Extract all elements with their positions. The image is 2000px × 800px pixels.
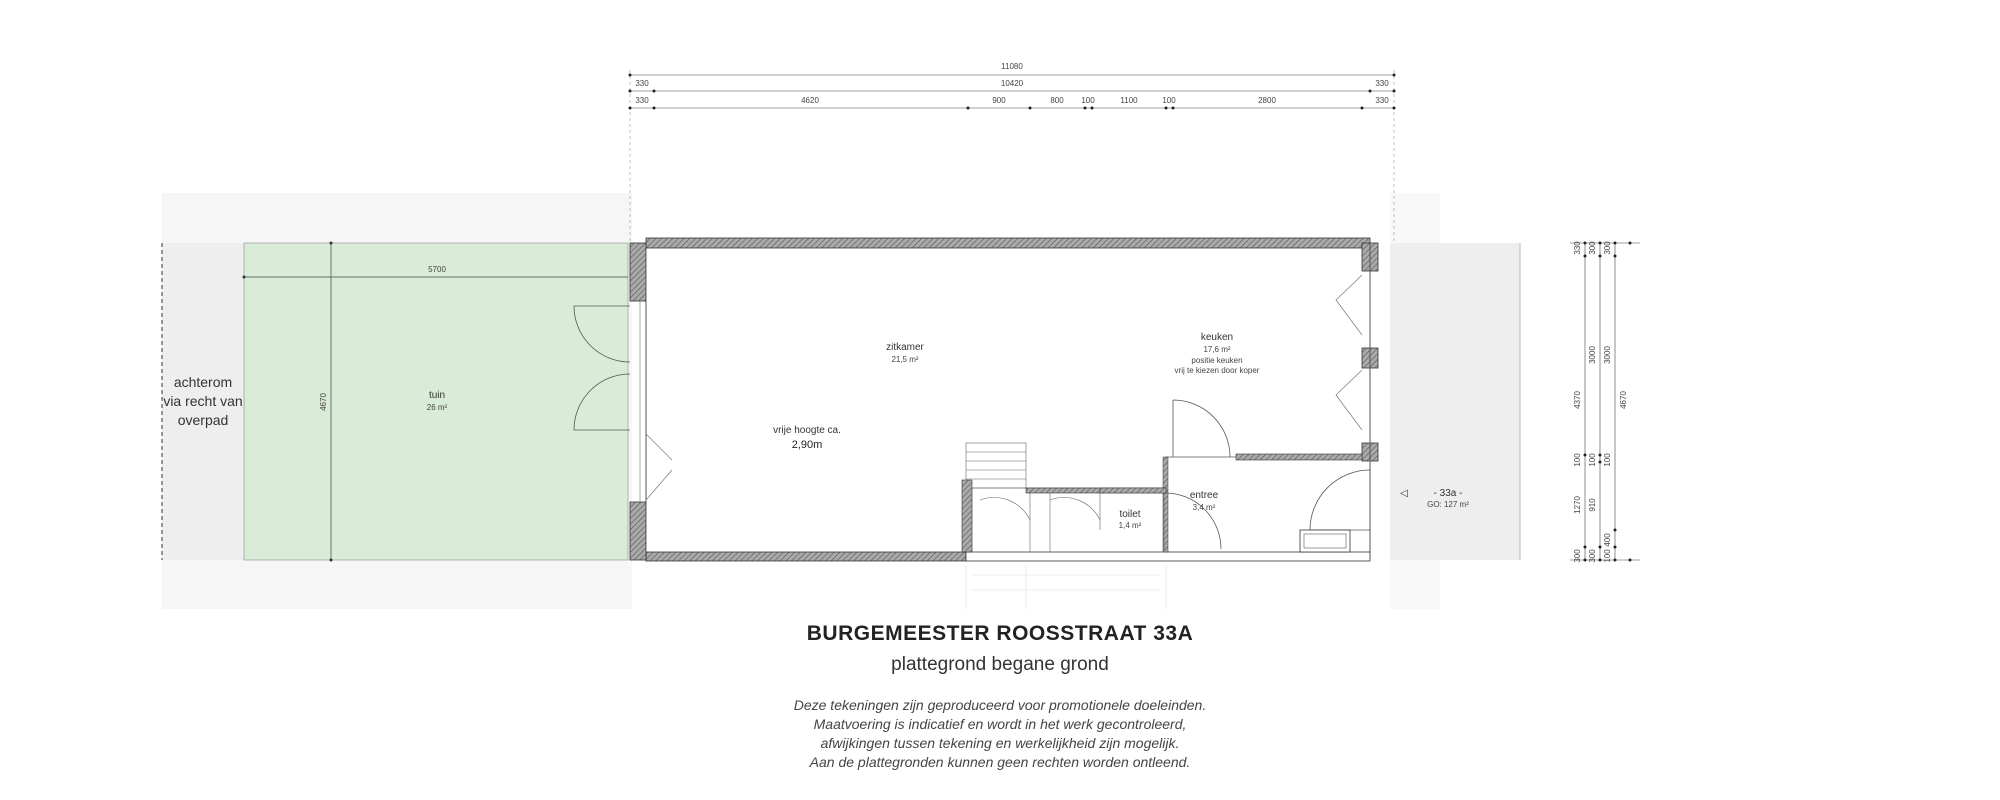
dim-row2-middle: 10420	[1000, 79, 1024, 88]
dim-row3-item: 330	[1375, 96, 1389, 105]
garden-dim-tick	[243, 276, 246, 279]
dim-row3-item: 100	[1081, 96, 1095, 105]
dim-right-middle: 300	[1588, 241, 1597, 255]
neighbor-label: - 33a -	[1433, 488, 1463, 499]
dim-right-outer: 330	[1573, 241, 1582, 255]
floor-subtitle: plattegrond begane grond	[891, 654, 1109, 675]
wall-rear-left-top	[630, 243, 646, 301]
dim-right-middle: 910	[1588, 498, 1597, 512]
front-door-swing	[1310, 470, 1370, 530]
backyard-line: achterom	[173, 374, 233, 390]
ceiling-height-label: vrije hoogte ca.	[773, 425, 841, 436]
garden-label: tuin	[428, 390, 446, 401]
front-window-swing-upper	[1336, 275, 1362, 335]
dim-right-outer: 1270	[1573, 496, 1582, 514]
dim-row3-item: 800	[1050, 96, 1064, 105]
backyard-line: via recht van	[163, 393, 243, 409]
backyard-line: overpad	[177, 412, 229, 428]
living-room-area: 21,5 m²	[891, 355, 919, 364]
dim-right-outer: 3000	[1603, 346, 1612, 364]
front-window-swing-lower	[1336, 370, 1362, 430]
dim-right-outer: 100	[1573, 453, 1582, 467]
dim-row3-item: 100	[1162, 96, 1176, 105]
partition-wall-horizontal	[1236, 454, 1362, 460]
garden-area-label: 26 m²	[426, 403, 448, 412]
kitchen-area: 17,6 m²	[1203, 345, 1231, 354]
garden-area	[244, 243, 628, 560]
wall-rear-left-bottom	[630, 502, 646, 560]
dim-right-inner: 4670	[1619, 391, 1628, 409]
rear-window-swing	[646, 434, 672, 500]
wall-bottom-left	[646, 552, 966, 561]
dim-row2-right: 330	[1375, 79, 1389, 88]
kitchen-note: vrij te kiezen door koper	[1174, 366, 1260, 375]
project-title: BURGEMEESTER ROOSSTRAAT 33A	[806, 622, 1194, 645]
dim-right-middle: 300	[1588, 549, 1597, 563]
garden-dim-tick	[330, 242, 333, 245]
dim-row3-item: 900	[992, 96, 1006, 105]
toilet-label: toilet	[1119, 509, 1141, 520]
disclaimer	[0, 696, 2000, 772]
garden-width-dim: 5700	[428, 265, 446, 274]
ceiling-height-value: 2,90m	[791, 439, 823, 451]
dim-right-inner: 300	[1603, 241, 1612, 255]
dim-row3-item: 330	[635, 96, 649, 105]
toilet-area: 1,4 m²	[1118, 521, 1142, 530]
dim-right-middle: 100	[1588, 453, 1597, 467]
kitchen-note: positie keuken	[1191, 356, 1243, 365]
neighbor-paving	[1390, 243, 1520, 560]
top-dimension-chain	[630, 70, 1394, 243]
entrance-area: 3,4 m²	[1192, 503, 1216, 512]
dim-total: 11080	[1001, 62, 1023, 71]
drawing-reflection	[966, 565, 1166, 609]
meter-cupboard	[1300, 530, 1350, 552]
dim-right-inner: 100	[1603, 549, 1612, 563]
staircase	[962, 443, 1166, 552]
wall-bottom-right	[966, 552, 1370, 561]
disclaimer-line: Maatvoering is indicatief en wordt in het werk gecontroleerd,	[813, 716, 1187, 732]
dim-right-inner: 400	[1603, 533, 1612, 547]
kitchen-door-swing	[1173, 400, 1230, 457]
disclaimer-line: Deze tekeningen zijn geproduceerd voor promotionele doeleinden.	[793, 697, 1207, 713]
dim-row3-item: 1100	[1120, 96, 1138, 105]
neighbor-arrow-icon: ◁	[1400, 488, 1408, 499]
entrance-label: entree	[1189, 490, 1219, 501]
neighbor-area: GO: 127 m²	[1427, 500, 1469, 509]
dim-right-inner: 100	[1603, 453, 1612, 467]
disclaimer-line: afwijkingen tussen tekening en werkelijkheid zijn mogelijk.	[820, 735, 1180, 751]
wall-top	[646, 238, 1370, 248]
dim-row2-left: 330	[635, 79, 649, 88]
dim-row3-item: 2800	[1258, 96, 1276, 105]
toilet-wall	[1100, 488, 1166, 493]
garden-dim-tick	[330, 559, 333, 562]
kitchen-label: keuken	[1200, 332, 1234, 343]
disclaimer-line: Aan de plattegronden kunnen geen rechten worden ontleend.	[809, 754, 1191, 770]
living-room-label: zitkamer	[886, 342, 924, 353]
dim-row3-item: 4620	[801, 96, 819, 105]
dim-right-outer: 300	[1573, 549, 1582, 563]
entrance-door-swing	[1165, 493, 1221, 549]
dim-right-outer: 4370	[1573, 391, 1582, 409]
dim-right-middle: 3000	[1588, 346, 1597, 364]
garden-depth-dim: 4670	[319, 393, 328, 411]
